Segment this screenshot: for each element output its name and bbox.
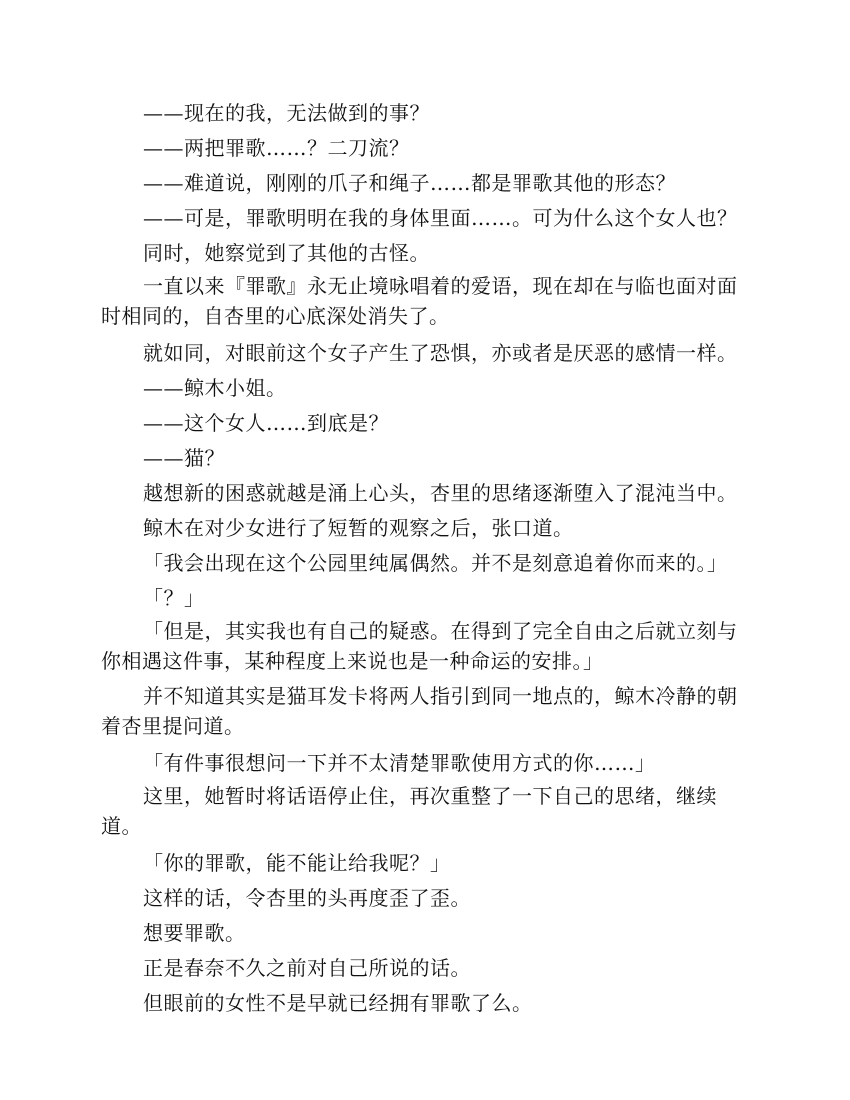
paragraph: 「有件事很想问一下并不太清楚罪歌使用方式的你……」 (143, 751, 656, 775)
paragraph: 这样的话，令杏里的头再度歪了歪。 (143, 886, 471, 910)
paragraph: 越想新的困惑就越是涌上心头，杏里的思绪逐渐堕入了混沌当中。 (143, 481, 738, 505)
paragraph: ——猫？ (143, 446, 225, 470)
paragraph: 「？」 (143, 586, 205, 610)
paragraph: 正是春奈不久之前对自己所说的话。 (143, 956, 471, 980)
paragraph: 就如同，对眼前这个女子产生了恐惧，亦或者是厌恶的感情一样。 (143, 341, 738, 365)
paragraph: 并不知道其实是猫耳发卡将两人指引到同一地点的，鲸木冷静的朝着杏里提问道。 (101, 684, 738, 738)
paragraph: ——难道说，刚刚的爪子和绳子……都是罪歌其他的形态？ (143, 171, 676, 195)
paragraph: 同时，她察觉到了其他的古怪。 (143, 241, 430, 265)
paragraph: ——可是，罪歌明明在我的身体里面……。可为什么这个女人也？ (143, 206, 738, 230)
body-text (101, 96, 751, 1021)
paragraph: 鲸木在对少女进行了短暂的观察之后，张口道。 (143, 516, 574, 540)
paragraph: ——这个女人……到底是？ (143, 411, 389, 435)
paragraph: 「但是，其实我也有自己的疑惑。在得到了完全自由之后就立刻与你相遇这件事，某种程度上来说也是一种命运的安排。」 (101, 619, 738, 673)
paragraph: 想要罪歌。 (143, 921, 246, 945)
paragraph: ——现在的我，无法做到的事？ (143, 101, 430, 125)
paragraph: 这里，她暂时将话语停止住，再次重整了一下自己的思绪，继续道。 (101, 784, 717, 838)
paragraph: 一直以来『罪歌』永无止境咏唱着的爱语，现在却在与临也面对面时相同的，自杏里的心底深处消失了。 (101, 274, 738, 328)
paragraph: ——两把罪歌……？二刀流？ (143, 136, 410, 160)
paragraph: ——鲸木小姐。 (143, 376, 287, 400)
paragraph: 但眼前的女性不是早就已经拥有罪歌了么。 (143, 991, 533, 1015)
paragraph: 「你的罪歌，能不能让给我呢？」 (143, 851, 451, 875)
paragraph: 「我会出现在这个公园里纯属偶然。并不是刻意追着你而来的。」 (143, 551, 728, 575)
